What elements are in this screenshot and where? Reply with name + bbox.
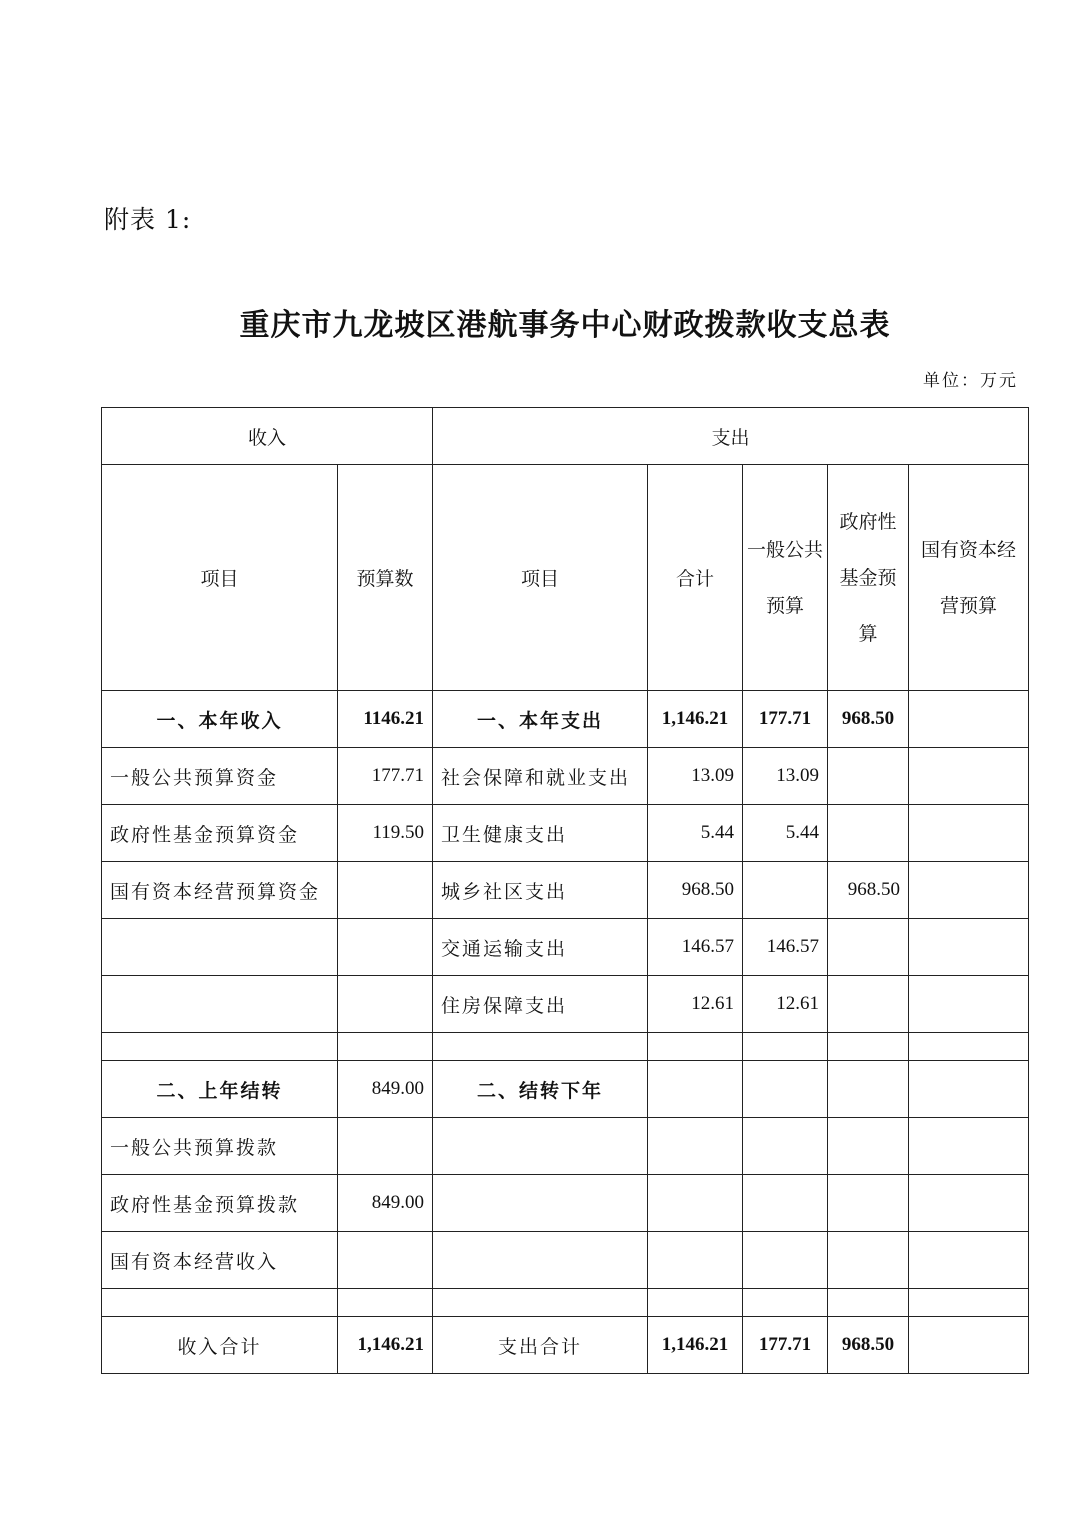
empty-cell [828,1033,909,1061]
header-income: 收入 [102,408,433,465]
expense-general-cell [743,1232,828,1289]
expense-state-capital-cell [909,1061,1029,1118]
empty-cell [828,1289,909,1317]
header-income-budget: 预算数 [338,465,433,691]
header-expense: 支出 [433,408,1029,465]
empty-cell [648,1033,743,1061]
expense-state-capital-cell [909,862,1029,919]
attachment-label: 附表 1: [104,205,192,234]
expense-general-cell [743,1175,828,1232]
unit-label: 单位：万元 [923,371,1018,391]
income-budget-cell [338,1232,433,1289]
expense-general-cell: 146.57 [743,919,828,976]
table-row [102,748,1029,805]
empty-cell [743,1033,828,1061]
expense-item-cell: 交通运输支出 [433,919,648,976]
expense-total-cell: 146.57 [648,919,743,976]
table-row [102,1118,1029,1175]
expense-state-capital-cell [909,919,1029,976]
header-expense-state-capital: 国有资本经营预算 [909,465,1029,691]
table-row [102,1232,1029,1289]
empty-cell [102,1033,338,1061]
expense-general-total: 177.71 [743,1317,828,1374]
income-budget-cell [338,1118,433,1175]
expense-item-cell [433,1118,648,1175]
table-row [102,862,1029,919]
expense-item-cell: 二、结转下年 [433,1061,648,1118]
income-item-cell: 国有资本经营收入 [102,1232,338,1289]
empty-cell [338,1289,433,1317]
income-budget-cell [338,919,433,976]
header-row-main [102,408,1029,465]
expense-general-cell: 13.09 [743,748,828,805]
expense-total-label: 支出合计 [433,1317,648,1374]
header-expense-gov-fund: 政府性基金预算 [828,465,909,691]
header-expense-item: 项目 [433,465,648,691]
header-row-columns [102,465,1029,691]
expense-item-cell: 社会保障和就业支出 [433,748,648,805]
income-budget-cell: 177.71 [338,748,433,805]
expense-item-cell [433,1232,648,1289]
income-item-cell: 政府性基金预算拨款 [102,1175,338,1232]
expense-gov-fund-cell [828,748,909,805]
expense-state-capital-cell [909,1118,1029,1175]
income-budget-cell [338,976,433,1033]
header-income-item: 项目 [102,465,338,691]
spacer-row [102,1289,1029,1317]
expense-total-value: 1,146.21 [648,1317,743,1374]
income-budget-cell: 1146.21 [338,691,433,748]
empty-cell [433,1289,648,1317]
empty-cell [433,1033,648,1061]
expense-gov-fund-cell [828,919,909,976]
expense-total-cell [648,1118,743,1175]
income-budget-cell: 119.50 [338,805,433,862]
table-row [102,691,1029,748]
income-total-value: 1,146.21 [338,1317,433,1374]
expense-state-capital-total [909,1317,1029,1374]
income-item-cell: 一般公共预算拨款 [102,1118,338,1175]
expense-total-cell [648,1232,743,1289]
expense-total-cell: 13.09 [648,748,743,805]
empty-cell [909,1033,1029,1061]
expense-gov-fund-cell: 968.50 [828,862,909,919]
expense-general-cell: 5.44 [743,805,828,862]
expense-gov-fund-cell: 968.50 [828,691,909,748]
expense-item-cell: 城乡社区支出 [433,862,648,919]
empty-cell [648,1289,743,1317]
header-expense-total: 合计 [648,465,743,691]
expense-item-cell: 住房保障支出 [433,976,648,1033]
expense-total-cell [648,1175,743,1232]
expense-total-cell: 968.50 [648,862,743,919]
table-row [102,805,1029,862]
income-item-cell: 二、上年结转 [102,1061,338,1118]
expense-total-cell [648,1061,743,1118]
expense-item-cell: 卫生健康支出 [433,805,648,862]
income-item-cell: 一、本年收入 [102,691,338,748]
expense-general-cell [743,1061,828,1118]
income-budget-cell [338,862,433,919]
totals-row [102,1317,1029,1374]
empty-cell [102,1289,338,1317]
expense-gov-fund-cell [828,1118,909,1175]
expense-gov-fund-cell [828,1061,909,1118]
empty-cell [909,1289,1029,1317]
expense-state-capital-cell [909,1175,1029,1232]
empty-cell [338,1033,433,1061]
expense-state-capital-cell [909,1232,1029,1289]
expense-total-cell: 5.44 [648,805,743,862]
expense-gov-fund-total: 968.50 [828,1317,909,1374]
expense-total-cell: 12.61 [648,976,743,1033]
expense-general-cell: 177.71 [743,691,828,748]
table-row [102,976,1029,1033]
income-item-cell [102,919,338,976]
expense-state-capital-cell [909,748,1029,805]
expense-gov-fund-cell [828,1232,909,1289]
income-item-cell: 一般公共预算资金 [102,748,338,805]
income-budget-cell: 849.00 [338,1061,433,1118]
table-row [102,1175,1029,1232]
expense-item-cell: 一、本年支出 [433,691,648,748]
budget-table [101,407,1029,1374]
expense-item-cell [433,1175,648,1232]
expense-state-capital-cell [909,976,1029,1033]
income-item-cell: 国有资本经营预算资金 [102,862,338,919]
expense-general-cell: 12.61 [743,976,828,1033]
table-row [102,1061,1029,1118]
income-budget-cell: 849.00 [338,1175,433,1232]
expense-gov-fund-cell [828,805,909,862]
expense-state-capital-cell [909,805,1029,862]
expense-general-cell [743,862,828,919]
expense-gov-fund-cell [828,976,909,1033]
income-total-label: 收入合计 [102,1317,338,1374]
header-expense-general: 一般公共预算 [743,465,828,691]
income-item-cell [102,976,338,1033]
expense-state-capital-cell [909,691,1029,748]
expense-general-cell [743,1118,828,1175]
expense-gov-fund-cell [828,1175,909,1232]
empty-cell [743,1289,828,1317]
spacer-row [102,1033,1029,1061]
table-row [102,919,1029,976]
income-item-cell: 政府性基金预算资金 [102,805,338,862]
document-title: 重庆市九龙坡区港航事务中心财政拨款收支总表 [239,308,891,343]
expense-total-cell: 1,146.21 [648,691,743,748]
